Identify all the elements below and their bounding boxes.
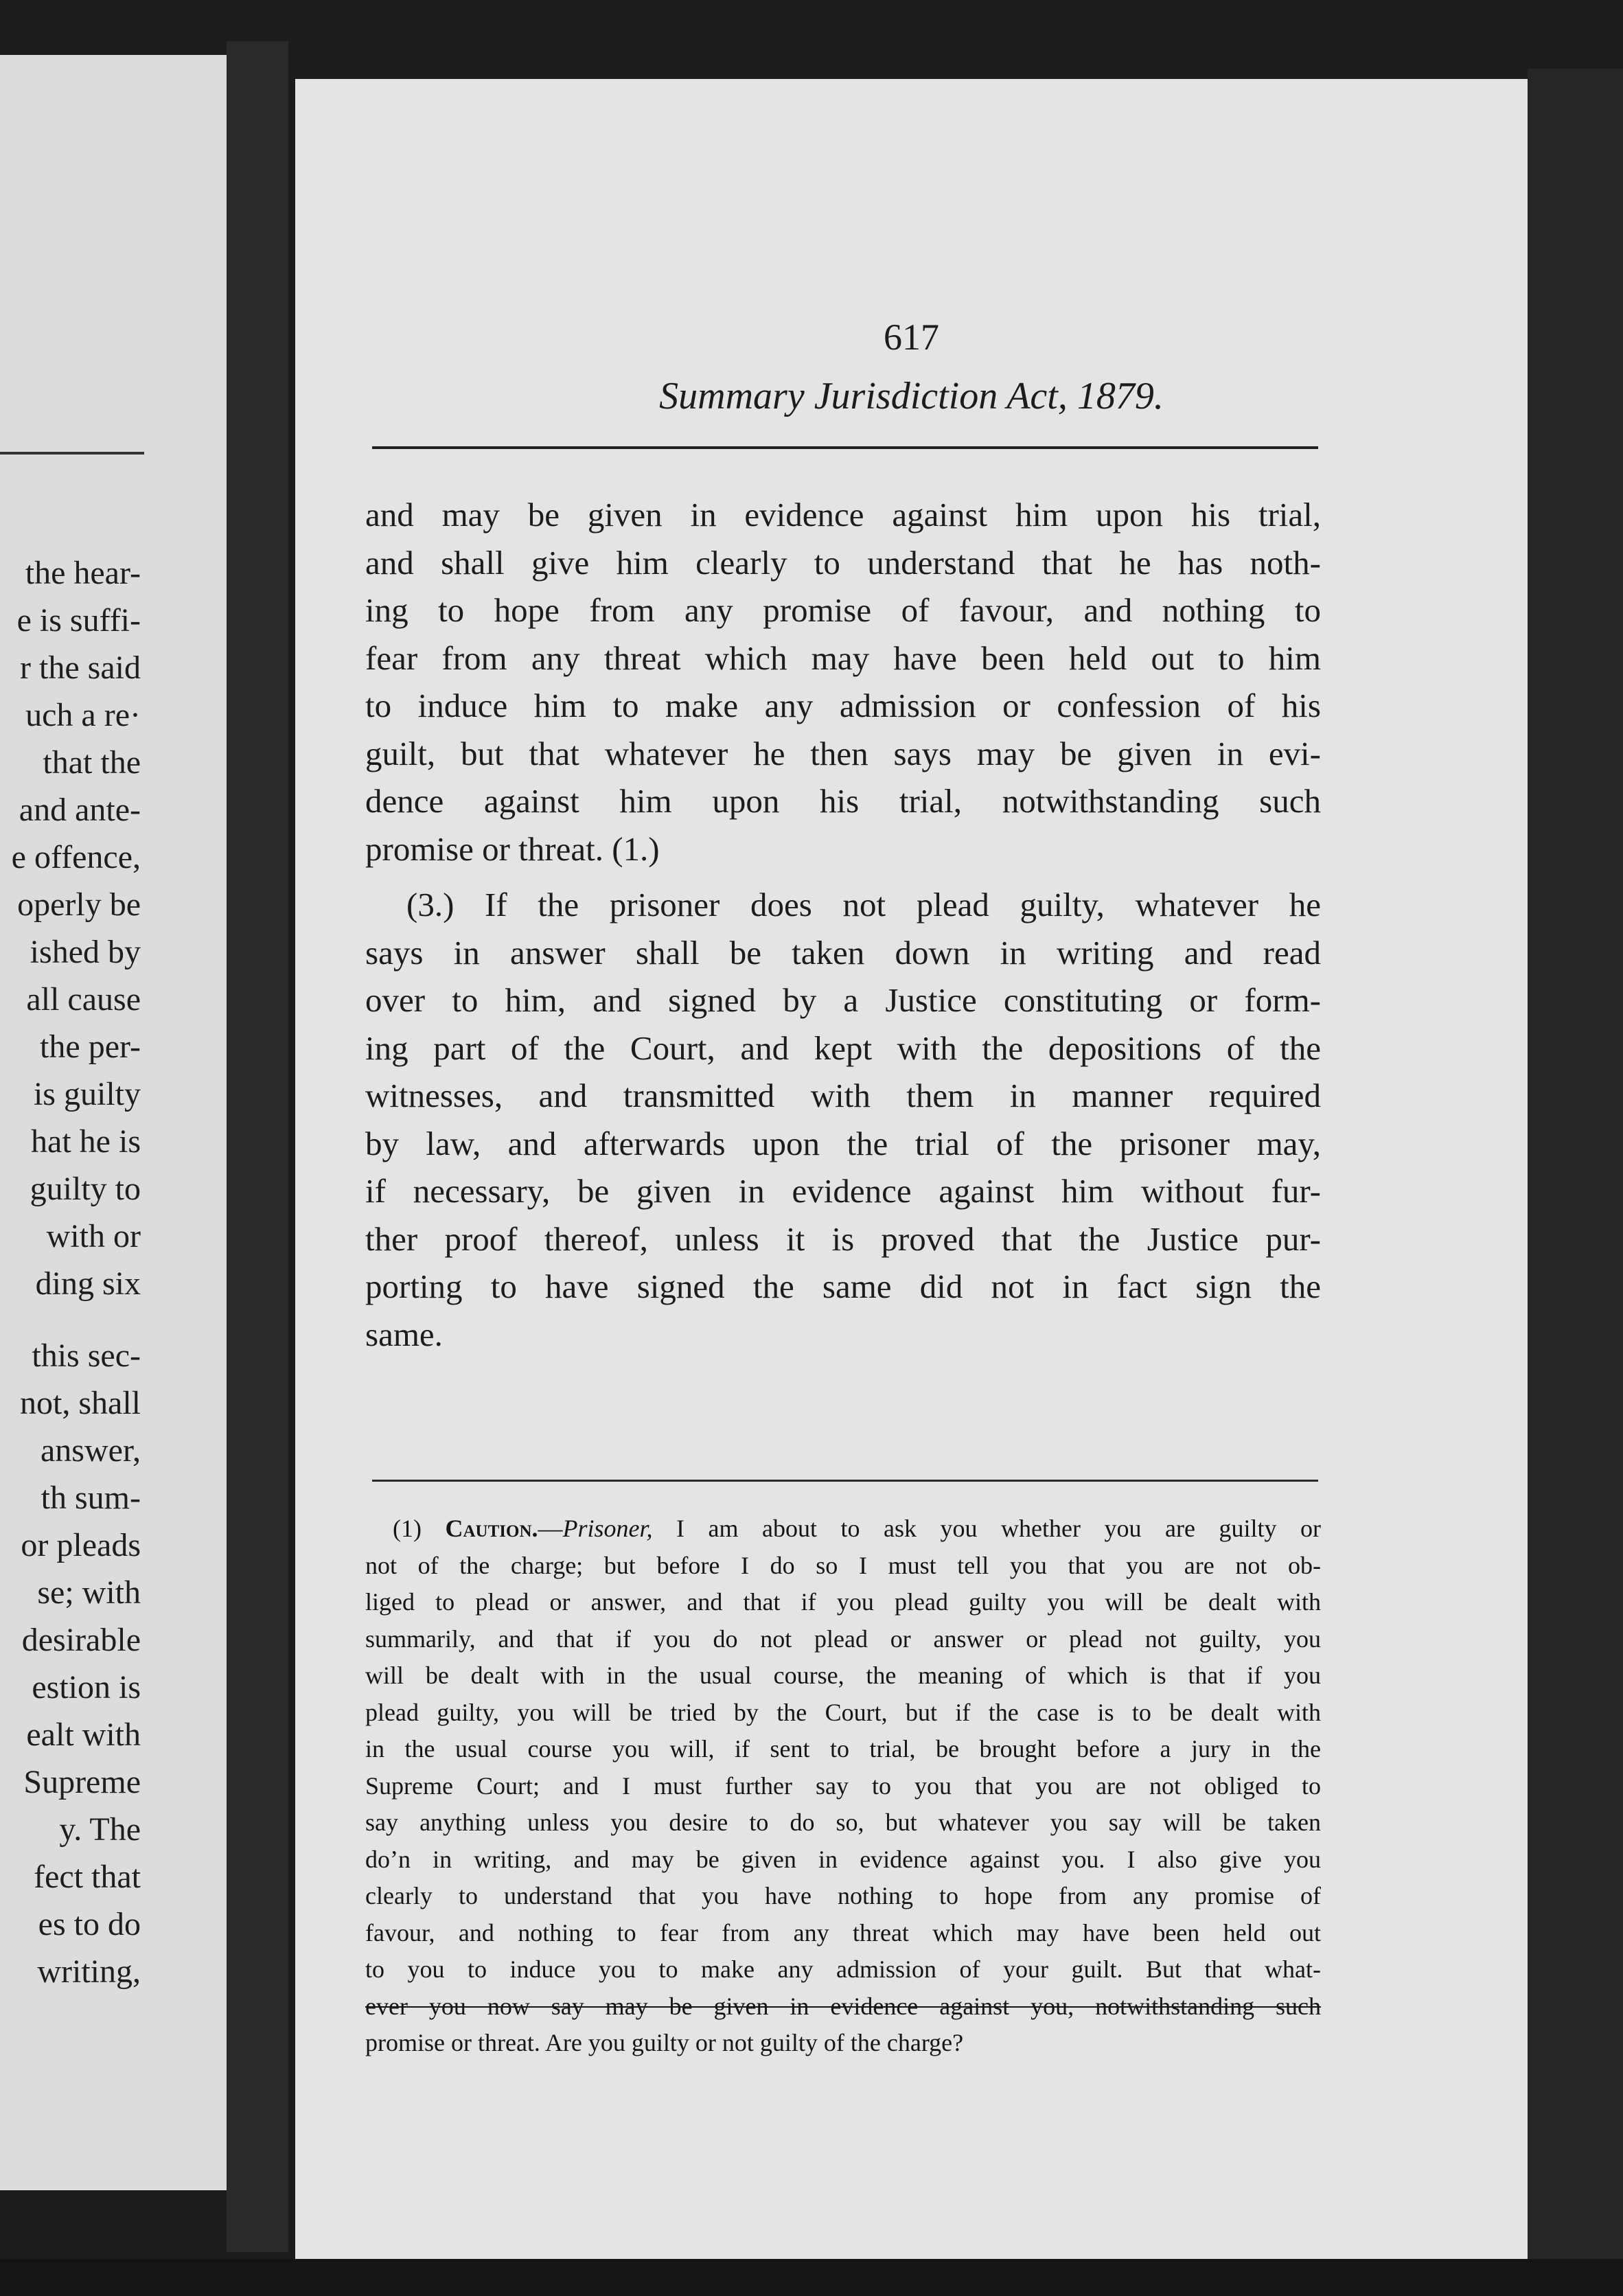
body-line: dence against him upon his trial, notwithstanding such (365, 782, 1321, 820)
footnote-prisoner: Prisoner, (562, 1515, 653, 1542)
left-line: r the said (20, 650, 141, 686)
footnote-rule (372, 1480, 1318, 1482)
footnote-line: doʼn in writing, and may be given in evidence against you. I also give you (365, 1845, 1321, 1873)
book-gutter (227, 41, 288, 2252)
left-line: se; with (37, 1574, 141, 1611)
left-line: e is suffi- (16, 602, 141, 639)
left-line: that the (43, 744, 141, 781)
body-line: witnesses, and transmitted with them in manner required (365, 1077, 1321, 1114)
body-line: ing part of the Court, and kept with the depositions of the (365, 1029, 1321, 1067)
running-title: Summary Jurisdiction Act, 1879. (659, 375, 1164, 417)
page-number: 617 (884, 317, 939, 358)
body-line: ing to hope from any promise of favour, and nothing to (365, 591, 1321, 629)
body-line: fear from any threat which may have been held out to him (365, 639, 1321, 677)
left-line: hat he is (31, 1123, 141, 1160)
body-line: guilt, but that whatever he then says may be given in evi- (365, 734, 1321, 772)
body-line: and may be given in evidence against him upon his trial, (365, 496, 1321, 533)
left-line: ealt with (26, 1717, 141, 1753)
left-page-text (12, 549, 141, 1995)
footnote-marker: (1) (393, 1515, 422, 1542)
footnote-line: favour, and nothing to fear from any threat which may have been held out (365, 1918, 1321, 1947)
footnote-line: plead guilty, you will be tried by the Court, but if the case is to be dealt with (365, 1698, 1321, 1726)
footnote-line: ever you now say may be given in evidence against you, notwithstanding such (365, 1992, 1321, 2020)
left-line: the per- (40, 1029, 141, 1065)
left-line: e offence, (11, 839, 141, 875)
body-text (365, 491, 1321, 1358)
left-line: writing, (37, 1953, 141, 1990)
left-line: with or (46, 1218, 141, 1254)
left-line: Supreme (23, 1764, 141, 1800)
left-line: answer, (40, 1432, 141, 1469)
left-line: this sec- (32, 1338, 141, 1374)
footnote-line: to you to induce you to make any admission of your guilt. But that what- (365, 1955, 1321, 1983)
body-line: and shall give him clearly to understand that he has noth- (365, 543, 1321, 582)
right-page (295, 79, 1528, 2259)
footnote-first-line-rest: I am about to ask you whether you are guilty or (652, 1515, 1321, 1542)
body-line: to induce him to make any admission or confession of his (365, 687, 1321, 724)
footnote (365, 1511, 1321, 2062)
footnote-line: say anything unless you desire to do so, but whatever you say will be taken (365, 1809, 1321, 1836)
left-line: operly be (17, 886, 141, 923)
body-line: says in answer shall be taken down in writing and read (365, 933, 1321, 972)
left-line: or pleads (21, 1527, 141, 1563)
body-line: (3.) If the prisoner does not plead guilty, whatever he (406, 886, 1321, 923)
footnote-first-line (365, 1511, 1321, 1548)
body-line: by law, and afterwards upon the trial of the prisoner may, (365, 1124, 1321, 1162)
left-line: all cause (26, 981, 141, 1018)
body-line: over to him, and signed by a Justice constituting or form- (365, 981, 1321, 1019)
left-line: is guilty (33, 1076, 141, 1112)
footnote-label: Caution. (445, 1515, 538, 1542)
left-line: desirable (21, 1622, 141, 1658)
left-line: ding six (35, 1265, 141, 1302)
left-page-header-rule (0, 452, 144, 455)
left-line: guilty to (30, 1171, 141, 1207)
footnote-line: not of the charge; but before I do so I must tell you that you are not ob- (365, 1551, 1321, 1579)
left-line: and ante- (19, 792, 141, 828)
header-rule (372, 446, 1318, 449)
left-line: not, shall (20, 1385, 141, 1421)
left-line: es to do (38, 1906, 141, 1942)
left-line: y. The (59, 1811, 141, 1848)
body-line: promise or threat. (1.) (365, 829, 660, 868)
left-line: fect that (34, 1859, 141, 1895)
footnote-line: summarily, and that if you do not plead or answer or plead not guilty, you (365, 1625, 1321, 1653)
footnote-line: promise or threat. Are you guilty or not guilty of the charge? (365, 2029, 964, 2056)
left-line: th sum- (41, 1480, 141, 1516)
left-line: the hear- (25, 555, 141, 591)
footnote-line: will be dealt with in the usual course, the meaning of which is that if you (365, 1662, 1321, 1689)
body-line: ther proof thereof, unless it is proved that the Justice pur- (365, 1219, 1321, 1258)
left-line: estion is (32, 1669, 141, 1706)
body-line: same. (365, 1315, 443, 1353)
scan-bottom-border (0, 2259, 1623, 2296)
footnote-dash: — (538, 1515, 563, 1542)
left-facing-page (0, 55, 241, 2190)
footnote-line: clearly to understand that you have nothing to hope from any promise of (365, 1882, 1321, 1909)
body-line: porting to have signed the same did not in fact sign the (365, 1267, 1321, 1305)
left-line: ished by (30, 934, 141, 970)
page-edge-shadow (1528, 69, 1623, 2266)
footnote-line: liged to plead or answer, and that if you plead guilty you will be dealt with (365, 1588, 1321, 1616)
footnote-line: Supreme Court; and I must further say to you that you are not obliged to (365, 1771, 1321, 1800)
body-line: if necessary, be given in evidence against him without fur- (365, 1172, 1321, 1210)
footnote-line: in the usual course you will, if sent to trial, be brought before a jury in the (365, 1735, 1321, 1763)
left-line: uch a re· (25, 697, 141, 733)
